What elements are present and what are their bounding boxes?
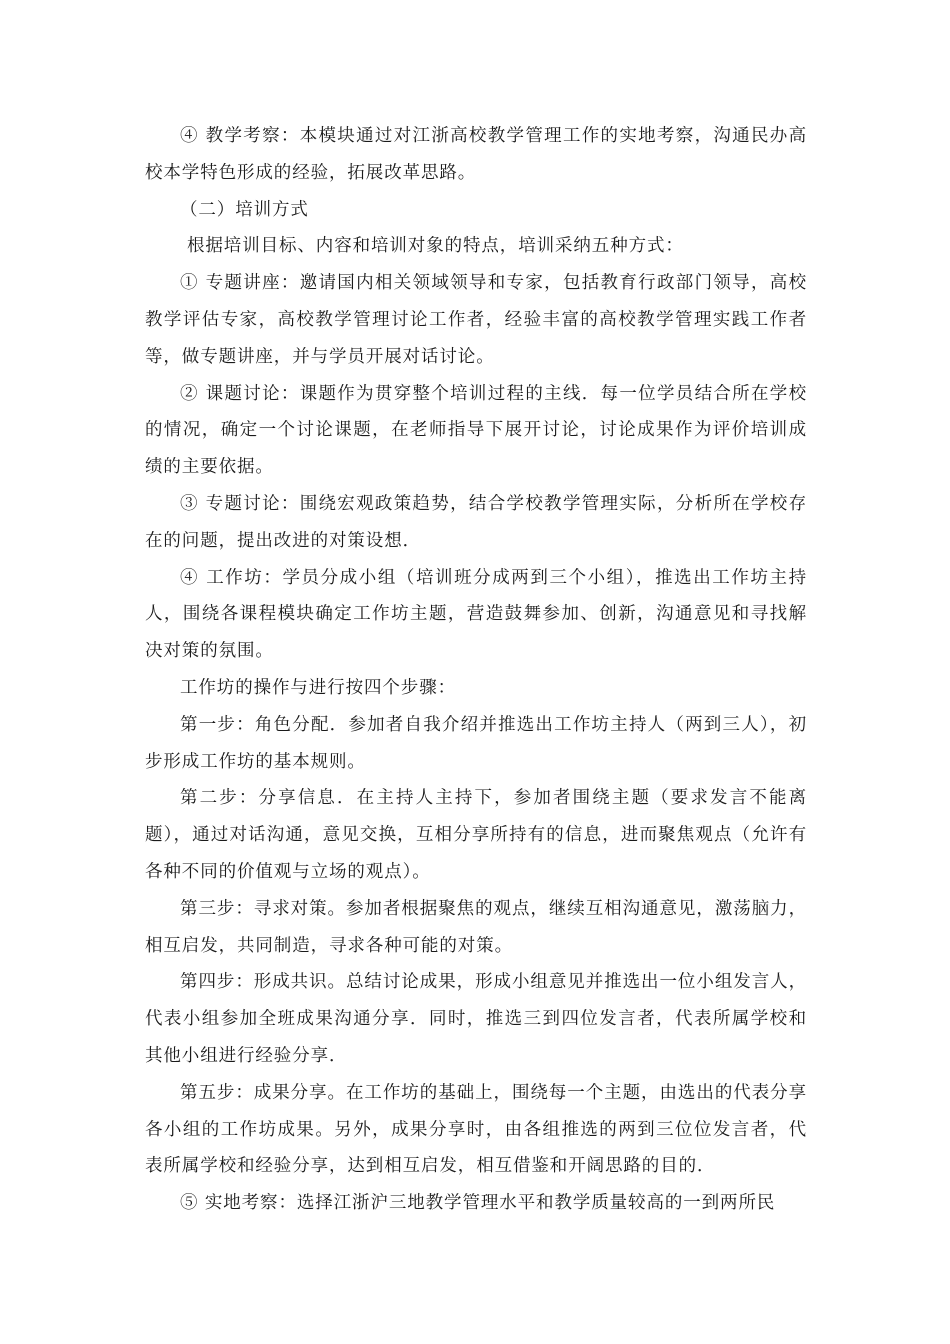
paragraph-step-one: 第一步：角色分配．参加者自我介绍并推选出工作坊主持人（两到三人），初步形成工作坊的基本规则。 — [145, 714, 807, 772]
paragraph-teaching-inspection: ④ 教学考察：本模块通过对江浙高校教学管理工作的实地考察，沟通民办高校本学特色形成的经验，拓展改革思路。 — [145, 126, 807, 183]
paragraph-special-lecture: ① 专题讲座：邀请国内相关领域领导和专家，包括教育行政部门领导，高校教学评估专家，高校教学管理讨论工作者，经验丰富的高校教学管理实践工作者等，做专题讲座，并与学员开展对话讨论。 — [145, 273, 807, 367]
paragraph-workshop-steps-intro: 工作坊的操作与进行按四个步骤： — [180, 677, 456, 698]
paragraph-step-three: 第三步：寻求对策。参加者根据聚焦的观点，继续互相沟通意见，激荡脑力，相互启发，共同制造，寻求各种可能的对策。 — [145, 898, 807, 956]
paragraph-step-four: 第四步：形成共识。总结讨论成果，形成小组意见并推选出一位小组发言人，代表小组参加全班成果沟通分享．同时，推选三到四位发言者，代表所属学校和其他小组进行经验分享． — [145, 972, 807, 1066]
paragraph-methods-intro: 根据培训目标、内容和培训对象的特点，培训采纳五种方式： — [187, 236, 684, 257]
section-heading-training-methods: （二）培训方式 — [180, 199, 309, 220]
paragraph-step-five: 第五步：成果分享。在工作坊的基础上，围绕每一个主题，由选出的代表分享各小组的工作坊成果。另外，成果分享时，由各组推选的两到三位位发言者，代表所属学校和经验分享，达到相互启发，相互借鉴和开阔思路的目的． — [145, 1082, 807, 1177]
paragraph-step-two: 第二步：分享信息．在主持人主持下，参加者围绕主题（要求发言不能离题），通过对话沟通，意见交换，互相分享所持有的信息，进而聚焦观点（允许有各种不同的价值观与立场的观点）。 — [145, 788, 807, 882]
paragraph-workshop: ④ 工作坊：学员分成小组（培训班分成两到三个小组），推选出工作坊主持人，围绕各课程模块确定工作坊主题，营造鼓舞参加、创新，沟通意见和寻找解决对策的氛围。 — [145, 567, 807, 662]
document-body — [145, 118, 807, 1222]
paragraph-project-discussion: ② 课题讨论：课题作为贯穿整个培训过程的主线．每一位学员结合所在学校的情况，确定一个讨论课题，在老师指导下展开讨论，讨论成果作为评价培训成绩的主要依据。 — [145, 383, 807, 478]
paragraph-field-inspection: ⑤ 实地考察：选择江浙沪三地教学管理水平和教学质量较高的一到两所民 — [180, 1193, 776, 1214]
paragraph-topic-discussion: ③ 专题讨论：围绕宏观政策趋势，结合学校教学管理实际，分析所在学校存在的问题，提出改进的对策设想． — [145, 493, 807, 551]
